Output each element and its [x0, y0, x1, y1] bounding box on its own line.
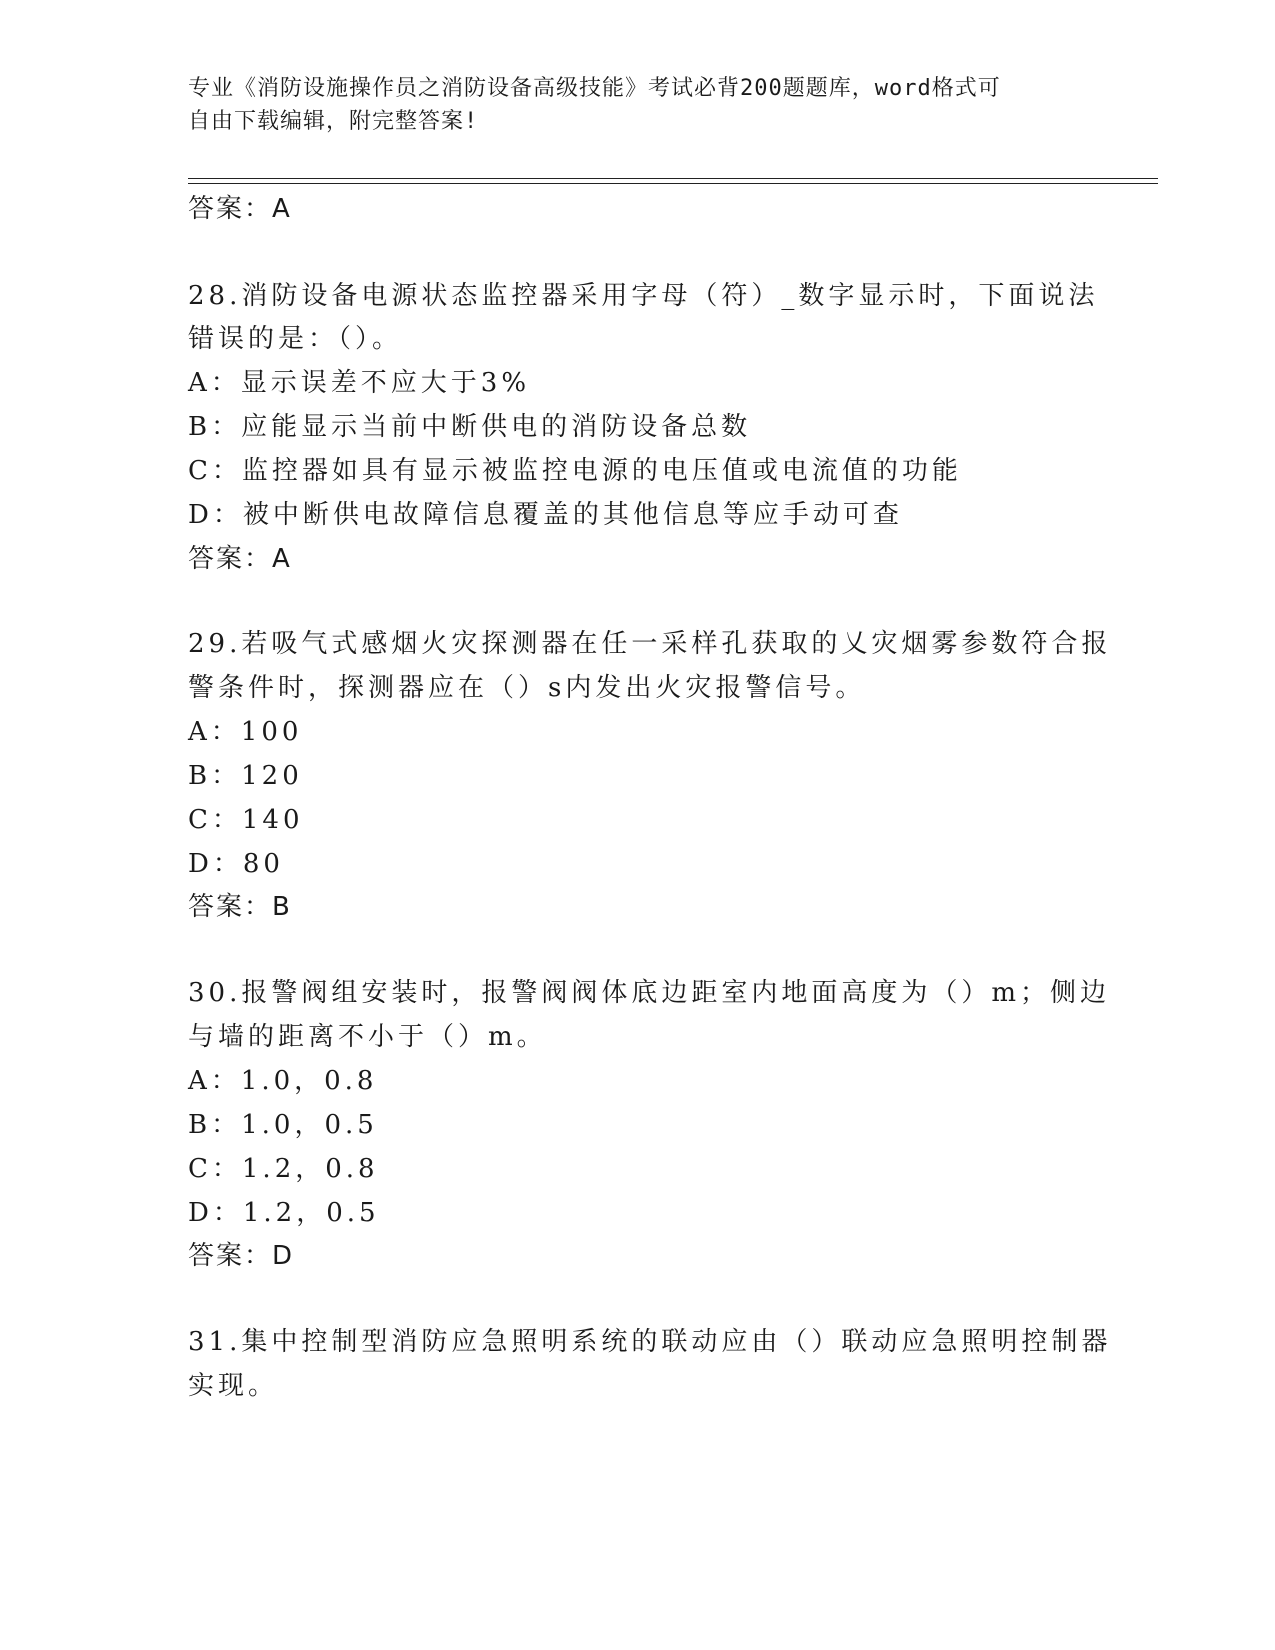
answer-29: 答案：B [188, 892, 292, 922]
question-29-stem: 29.若吸气式感烟火灾探测器在任一采样孔获取的乂灾烟雾参数符合报 [188, 629, 1112, 659]
header-rule-bottom [188, 183, 1158, 184]
question-30-option-a: A：1.0，0.8 [188, 1066, 378, 1096]
question-30-option-b: B：1.0，0.5 [188, 1110, 378, 1140]
question-29-option-d: D：80 [188, 849, 284, 879]
question-31-stem: 31.集中控制型消防应急照明系统的联动应由（）联动应急照明控制器 [188, 1327, 1112, 1357]
question-28-option-c: C：监控器如具有显示被监控电源的电压值或电流值的功能 [188, 456, 962, 486]
question-29-stem-cont: 警条件时，探测器应在（）s内发出火灾报警信号。 [188, 673, 866, 703]
answer-27: 答案：A [188, 194, 292, 224]
header-rule-top [188, 178, 1158, 179]
question-28-option-b: B：应能显示当前中断供电的消防设备总数 [188, 412, 752, 442]
question-28-option-d: D：被中断供电故障信息覆盖的其他信息等应手动可查 [188, 500, 903, 530]
question-31-stem-cont: 实现。 [188, 1371, 279, 1401]
header-line-1: 专业《消防设施操作员之消防设备高级技能》考试必背200题题库，word格式可 [188, 76, 1001, 101]
question-29-option-c: C：140 [188, 805, 304, 835]
question-28-option-a: A：显示误差不应大于3% [188, 368, 531, 398]
question-29-option-a: A：100 [188, 717, 303, 747]
page-header [188, 72, 1088, 138]
question-30-option-c: C：1.2，0.8 [188, 1154, 379, 1184]
question-29-option-b: B：120 [188, 761, 303, 791]
question-28-stem-cont: 错误的是：（）。 [188, 324, 403, 354]
question-30-option-d: D：1.2，0.5 [188, 1198, 380, 1228]
question-30-stem-cont: 与墙的距离不小于（）m。 [188, 1022, 547, 1052]
answer-30: 答案：D [188, 1241, 295, 1271]
answer-28: 答案：A [188, 544, 292, 574]
header-line-2: 自由下载编辑，附完整答案! [188, 109, 479, 134]
question-30-stem: 30.报警阀组安装时，报警阀阀体底边距室内地面高度为（）m；侧边 [188, 978, 1111, 1008]
question-28-stem: 28.消防设备电源状态监控器采用字母（符）_数字显示时，下面说法 [188, 281, 1099, 311]
